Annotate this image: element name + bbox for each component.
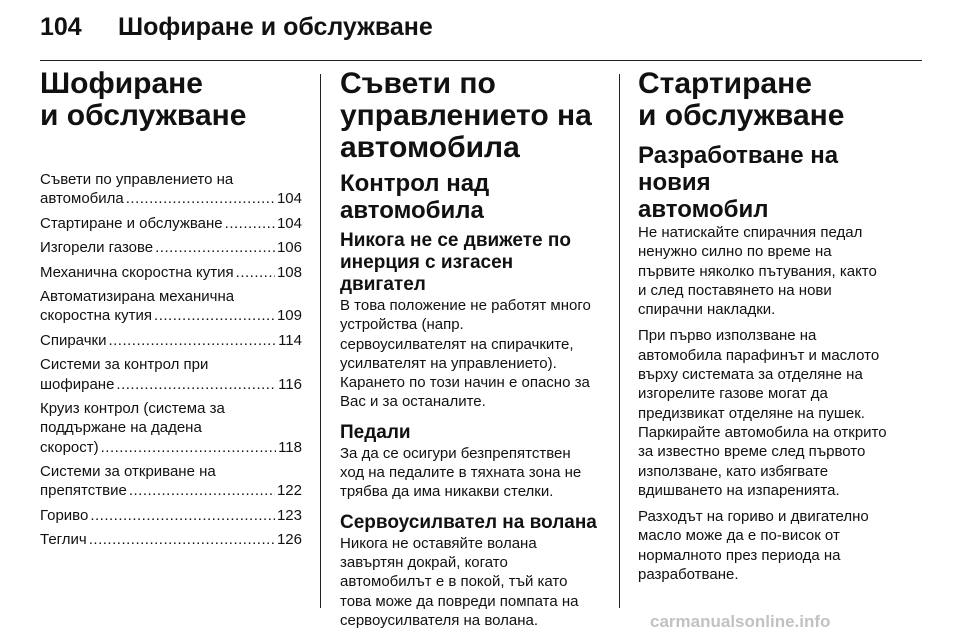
power-steering-heading: Сервоусилвател на волана xyxy=(340,511,597,533)
running-title: Шофиране и обслужване xyxy=(118,12,433,41)
toc-entry[interactable] xyxy=(40,170,302,208)
toc-entry-text: шофиране xyxy=(40,375,115,393)
text-line: нормалното през периода на xyxy=(638,546,841,564)
text-line: спирачни накладки. xyxy=(638,301,776,319)
toc-entry-text: поддържане на дадена xyxy=(40,419,202,437)
text-line: вдишването на изпаренията. xyxy=(638,481,840,499)
toc-leader-dots xyxy=(155,238,275,257)
text-line: Вас и за останалите. xyxy=(340,393,486,411)
toc-entry[interactable] xyxy=(40,506,302,525)
chapter-title-line: Шофиране xyxy=(40,67,203,100)
text-line: За да се осигури безпрепятствен xyxy=(340,444,571,462)
chapter-title xyxy=(40,68,302,132)
heading-line: Никога не се движете по xyxy=(340,230,571,251)
toc-leader-dots xyxy=(126,189,275,208)
toc-entry-text: скорост) xyxy=(40,438,99,456)
section-title-line: и обслужване xyxy=(638,99,845,132)
pedals-text xyxy=(340,444,604,502)
column-starting xyxy=(638,68,902,584)
subsection-title: Контрол над автомобила xyxy=(340,170,490,224)
running-in-text-1 xyxy=(638,223,902,319)
toc-page-number: 118 xyxy=(278,438,302,456)
text-line: и след поставянето на нови xyxy=(638,281,832,299)
text-line: разработване. xyxy=(638,566,739,584)
subsection-title-line: Разработване на новия xyxy=(638,142,839,196)
toc-leader-dots xyxy=(225,214,275,233)
toc-leader-dots xyxy=(236,263,275,282)
toc-leader-dots xyxy=(108,331,276,350)
toc-entry[interactable] xyxy=(40,355,302,393)
text-line: автомобилът е в покой, тъй като xyxy=(340,573,568,591)
text-line: трябва да има никакви стелки. xyxy=(340,483,554,501)
toc-entry[interactable] xyxy=(40,263,302,282)
toc-entry-text: Изгорели газове xyxy=(40,239,154,257)
text-line: Карането по този начин е опасно за xyxy=(340,374,590,392)
text-line: използване, като избягвате xyxy=(638,462,829,480)
text-line: сервоусилвателя на волана. xyxy=(340,611,539,629)
column-divider-2 xyxy=(619,74,620,608)
text-line: ненужно силно по време на xyxy=(638,243,832,261)
toc-page-number: 114 xyxy=(278,331,302,349)
section-title-line: Съвети по xyxy=(340,67,496,100)
toc-entry-text: Стартиране и обслужване xyxy=(40,214,223,232)
power-steering-text xyxy=(340,534,604,630)
pedals-section xyxy=(340,422,604,502)
toc-entry-text: Спирачки xyxy=(40,331,107,349)
section-title-line: автомобила xyxy=(340,131,520,164)
pedals-heading: Педали xyxy=(340,421,411,443)
toc-entry-text: препятствие xyxy=(40,482,127,500)
coasting-text xyxy=(340,296,604,412)
power-steering-section xyxy=(340,512,604,630)
toc-entry-text: Гориво xyxy=(40,506,89,524)
text-line: предизвикат отделяне на пушек. xyxy=(638,404,865,422)
toc-leader-dots xyxy=(129,481,275,500)
toc-entry[interactable] xyxy=(40,287,302,325)
toc-entry-text: автомобила xyxy=(40,190,124,208)
coasting-section xyxy=(340,230,604,412)
table-of-contents xyxy=(40,170,302,549)
toc-entry[interactable] xyxy=(40,238,302,257)
toc-page-number: 126 xyxy=(276,531,302,549)
header-divider xyxy=(40,60,922,61)
page-header xyxy=(40,4,922,50)
subsection-title-line: автомобил xyxy=(638,196,769,223)
text-line: Паркирайте автомобила на открито xyxy=(638,423,887,441)
toc-page-number: 104 xyxy=(276,214,302,232)
running-in-text-3 xyxy=(638,507,902,584)
section-title-line: управлението на xyxy=(340,99,592,132)
text-line: върху системата за отделяне на xyxy=(638,366,863,384)
toc-entry[interactable] xyxy=(40,214,302,233)
toc-page-number: 106 xyxy=(276,239,302,257)
text-line: усилвателят на управлението). xyxy=(340,354,557,372)
text-line: Не натискайте спирачния педал xyxy=(638,224,863,241)
heading-line: инерция с изгасен двигател xyxy=(340,252,514,295)
text-line: устройства (напр. xyxy=(340,316,464,334)
toc-leader-dots xyxy=(154,306,275,325)
toc-entry[interactable] xyxy=(40,530,302,549)
toc-page-number: 104 xyxy=(276,190,302,208)
text-line: автомобила парафинът и маслото xyxy=(638,346,880,364)
subsection-title xyxy=(638,142,902,223)
toc-entry-text: Круиз контрол (система за xyxy=(40,400,225,418)
section-title xyxy=(340,68,604,164)
toc-entry-text: Системи за контрол при xyxy=(40,356,209,374)
text-line: това може да повреди помпата на xyxy=(340,592,579,610)
text-line: завъртян докрай, когато xyxy=(340,553,508,571)
watermark: carmanualsonline.info xyxy=(650,612,831,631)
text-line: изгорелите газове могат да xyxy=(638,385,828,403)
page-number: 104 xyxy=(40,12,82,41)
running-in-text-2 xyxy=(638,326,902,500)
toc-leader-dots xyxy=(101,438,276,457)
text-line: Разходът на гориво и двигателно xyxy=(638,508,869,526)
toc-page-number: 109 xyxy=(276,307,302,325)
coasting-heading xyxy=(340,230,604,296)
text-line: В това положение не работят много xyxy=(340,297,591,314)
toc-entry-text: Теглич xyxy=(40,531,87,549)
toc-page-number: 122 xyxy=(276,482,302,500)
column-toc xyxy=(40,68,302,555)
text-line: първите няколко пътувания, както xyxy=(638,262,877,280)
section-title xyxy=(638,68,902,132)
chapter-title-line: и обслужване xyxy=(40,99,247,132)
toc-entry[interactable] xyxy=(40,399,302,457)
text-line: за известно време след първото xyxy=(638,443,866,461)
toc-page-number: 116 xyxy=(278,375,302,393)
toc-entry[interactable] xyxy=(40,462,302,500)
toc-entry-text: Механична скоростна кутия xyxy=(40,263,234,281)
text-line: При първо използване на xyxy=(638,327,817,345)
text-line: ход на педалите в тяхната зона не xyxy=(340,464,582,482)
text-line: масло може да е по-висок от xyxy=(638,527,840,545)
toc-entry-text: Автоматизирана механична xyxy=(40,288,235,306)
column-divider-1 xyxy=(320,74,321,608)
toc-entry[interactable] xyxy=(40,331,302,350)
toc-page-number: 108 xyxy=(276,263,302,281)
text-line: Никога не оставяйте волана xyxy=(340,534,537,552)
section-title-line: Стартиране xyxy=(638,67,812,100)
toc-page-number: 123 xyxy=(276,506,302,524)
toc-entry-text: Съвети по управлението на xyxy=(40,171,234,188)
toc-entry-text: Системи за откриване на xyxy=(40,463,216,481)
toc-leader-dots xyxy=(116,375,276,394)
text-line: сервоусилвателят на спирачките, xyxy=(340,335,574,353)
toc-leader-dots xyxy=(90,506,275,525)
toc-leader-dots xyxy=(89,530,275,549)
toc-entry-text: скоростна кутия xyxy=(40,307,153,325)
column-driving-hints xyxy=(340,68,604,630)
